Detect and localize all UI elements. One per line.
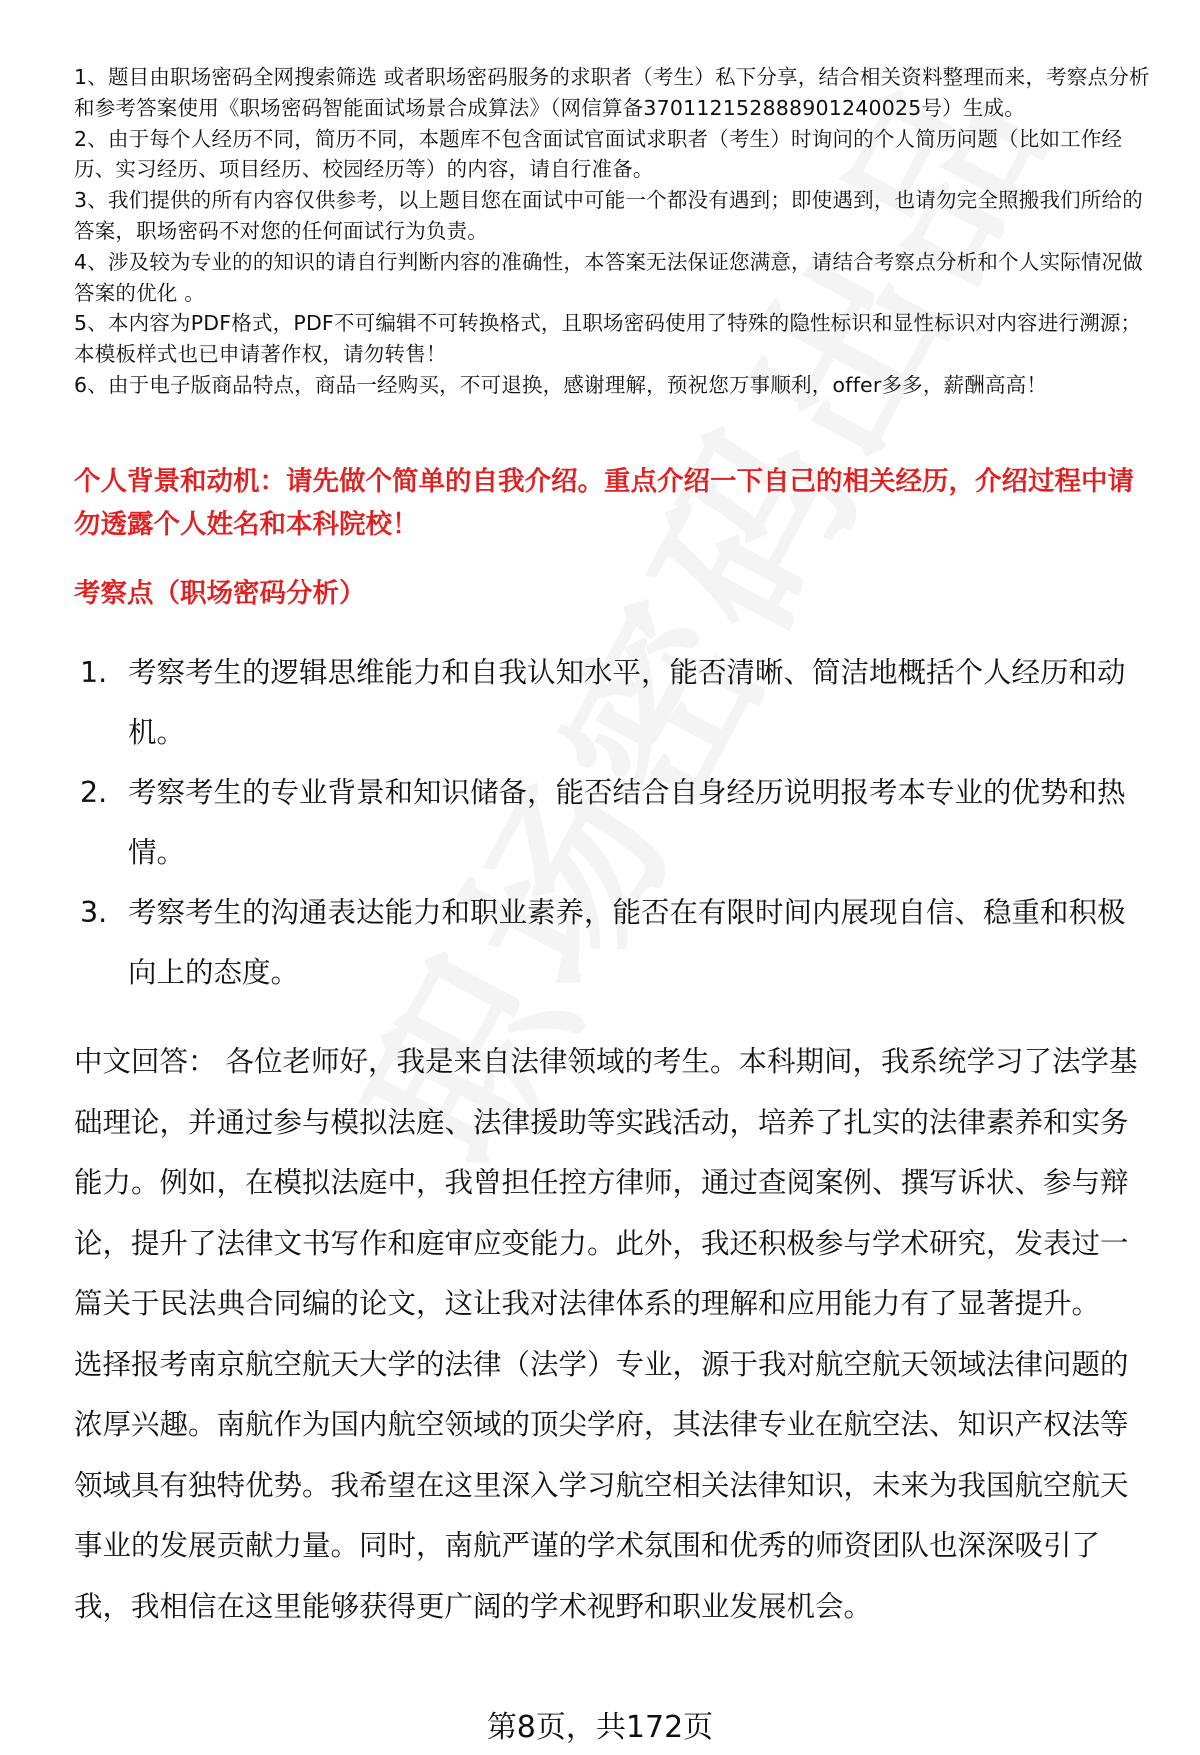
note-item: 5、本内容为PDF格式，PDF不可编辑不可转换格式，且职场密码使用了特殊的隐性标识和显性标识对内容进行溯源；本模板样式也已申请著作权，请勿转售！	[74, 311, 1142, 367]
point-number: 1.	[80, 656, 108, 689]
interview-question: 个人背景和动机：请先做个简单的自我介绍。重点介绍一下自己的相关经历，介绍过程中请勿透露个人姓名和本科院校！	[74, 466, 1134, 540]
note-item: 2、由于每个人经历不同，简历不同，本题库不包含面试官面试求职者（考生）时询问的个人简历问题（比如工作经历、实习经历、项目经历、校园经历等）的内容，请自行准备。	[74, 126, 1123, 182]
page-number: 第8页，共172页	[486, 1710, 714, 1745]
analysis-heading: 考察点（职场密码分析）	[74, 578, 366, 609]
answer-paragraph: 选择报考南京航空航天大学的法律（法学）专业，源于我对航空航天领域法律问题的浓厚兴趣。南航作为国内航空领域的顶尖学府，其法律专业在航空法、知识产权法等领域具有独特优势。我希望在这里深入学习航空相关法律知识，未来为我国航空航天事业的发展贡献力量。同时，南航严谨的学术氛围和优秀的师资团队也深深吸引了我，我相信在这里能够获得更广阔的学术视野和职业发展机会。	[74, 1347, 1129, 1623]
point-text: 考察考生的专业背景和知识储备，能否结合自身经历说明报考本专业的优势和热情。	[128, 776, 1126, 869]
point-number: 2.	[80, 776, 108, 809]
analysis-point	[80, 883, 1140, 1003]
note-item: 3、我们提供的所有内容仅供参考，以上题目您在面试中可能一个都没有遇到；即使遇到，也请勿完全照搬我们所给的答案，职场密码不对您的任何面试行为负责。	[74, 188, 1143, 243]
note-item: 1、题目由职场密码全网搜索筛选 或者职场密码服务的求职者（考生）私下分享，结合相关资料整理而来，考察点分析和参考答案使用《职场密码智能面试场景合成算法》（网信算备370112152888901240025号）生成。	[74, 65, 1150, 120]
answer-section	[74, 1032, 1154, 1637]
analysis-point	[80, 763, 1140, 883]
point-text: 考察考生的沟通表达能力和职业素养，能否在有限时间内展现自信、稳重和积极向上的态度。	[128, 896, 1126, 989]
answer-paragraph: 中文回答： 各位老师好，我是来自法律领域的考生。本科期间，我系统学习了法学基础理论，并通过参与模拟法庭、法律援助等实践活动，培养了扎实的法律素养和实务能力。例如，在模拟法庭中，我曾担任控方律师，通过查阅案例、撰写诉状、参与辩论，提升了法律文书写作和庭审应变能力。此外，我还积极参与学术研究，发表过一篇关于民法典合同编的论文，这让我对法律体系的理解和应用能力有了显著提升。	[74, 1045, 1138, 1320]
analysis-points-list	[80, 643, 1140, 1003]
analysis-point	[80, 643, 1140, 763]
disclaimer-notes	[74, 62, 1154, 401]
note-item: 6、由于电子版商品特点，商品一经购买，不可退换，感谢理解，预祝您万事顺利，offer多多，薪酬高高！	[74, 372, 1048, 397]
point-text: 考察考生的逻辑思维能力和自我认知水平，能否清晰、简洁地概括个人经历和动机。	[128, 656, 1126, 749]
note-item: 4、涉及较为专业的的知识的请自行判断内容的准确性，本答案无法保证您满意，请结合考察点分析和个人实际情况做答案的优化 。	[74, 249, 1143, 305]
point-number: 3.	[80, 896, 108, 929]
